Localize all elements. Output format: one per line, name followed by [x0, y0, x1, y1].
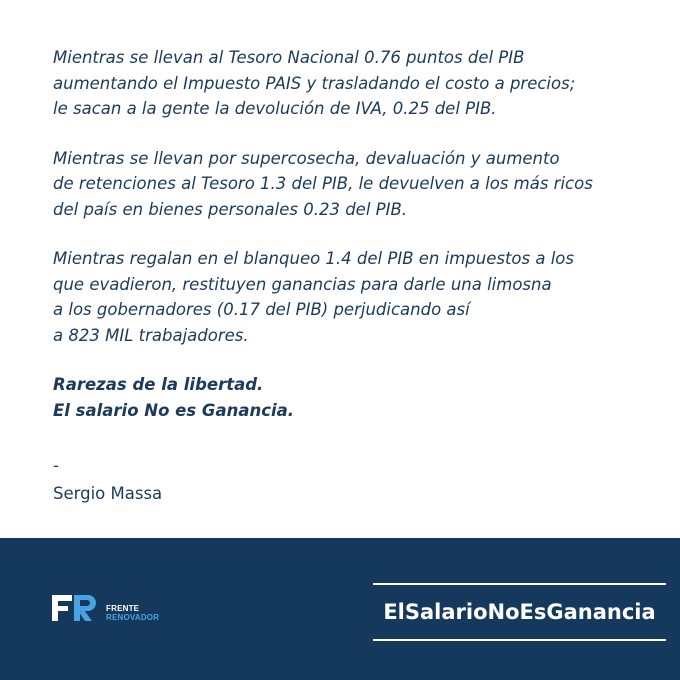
slogan-line: El salario No es Ganancia.	[53, 400, 295, 420]
text-line: aumentando el Impuesto PAIS y trasladando el costo a precios;	[53, 73, 576, 93]
paragraph-1	[53, 45, 653, 122]
slogan	[53, 372, 653, 423]
text-line: Mientras se llevan al Tesoro Nacional 0.76 puntos del PIB	[53, 48, 525, 67]
hashtag: ElSalarioNoEsGanancia	[383, 600, 656, 624]
fr-logo-icon	[52, 593, 102, 623]
text-line: a los gobernadores (0.17 del PIB) perjudicando así	[53, 300, 470, 319]
logo-line-1: FRENTE	[106, 604, 140, 613]
text-line: Mientras se llevan por supercosecha, devaluación y aumento	[53, 148, 560, 168]
text-line: Mientras regalan en el blanqueo 1.4 del PIB en impuestos a los	[53, 249, 574, 268]
signature-dash: -	[53, 456, 59, 475]
paragraph-2	[53, 146, 653, 223]
text-line: que evadieron, restituyen ganancias para darle una limosna	[53, 274, 552, 294]
logo-line-2: RENOVADOR	[106, 613, 160, 622]
frente-renovador-logo	[52, 593, 182, 627]
text-line: de retenciones al Tesoro 1.3 del PIB, le devuelven a los más ricos	[53, 174, 593, 193]
text-line: a 823 MIL trabajadores.	[53, 325, 249, 345]
text-line: del país en bienes personales 0.23 del PIB.	[53, 199, 408, 219]
slogan-line: Rarezas de la libertad.	[53, 375, 264, 394]
author-name: Sergio Massa	[53, 484, 163, 503]
paragraph-3	[53, 246, 653, 348]
statement	[53, 45, 653, 504]
logo-text	[106, 604, 159, 622]
hashtag-box	[373, 583, 666, 641]
text-line: le sacan a la gente la devolución de IVA, 0.25 del PIB.	[53, 99, 497, 118]
